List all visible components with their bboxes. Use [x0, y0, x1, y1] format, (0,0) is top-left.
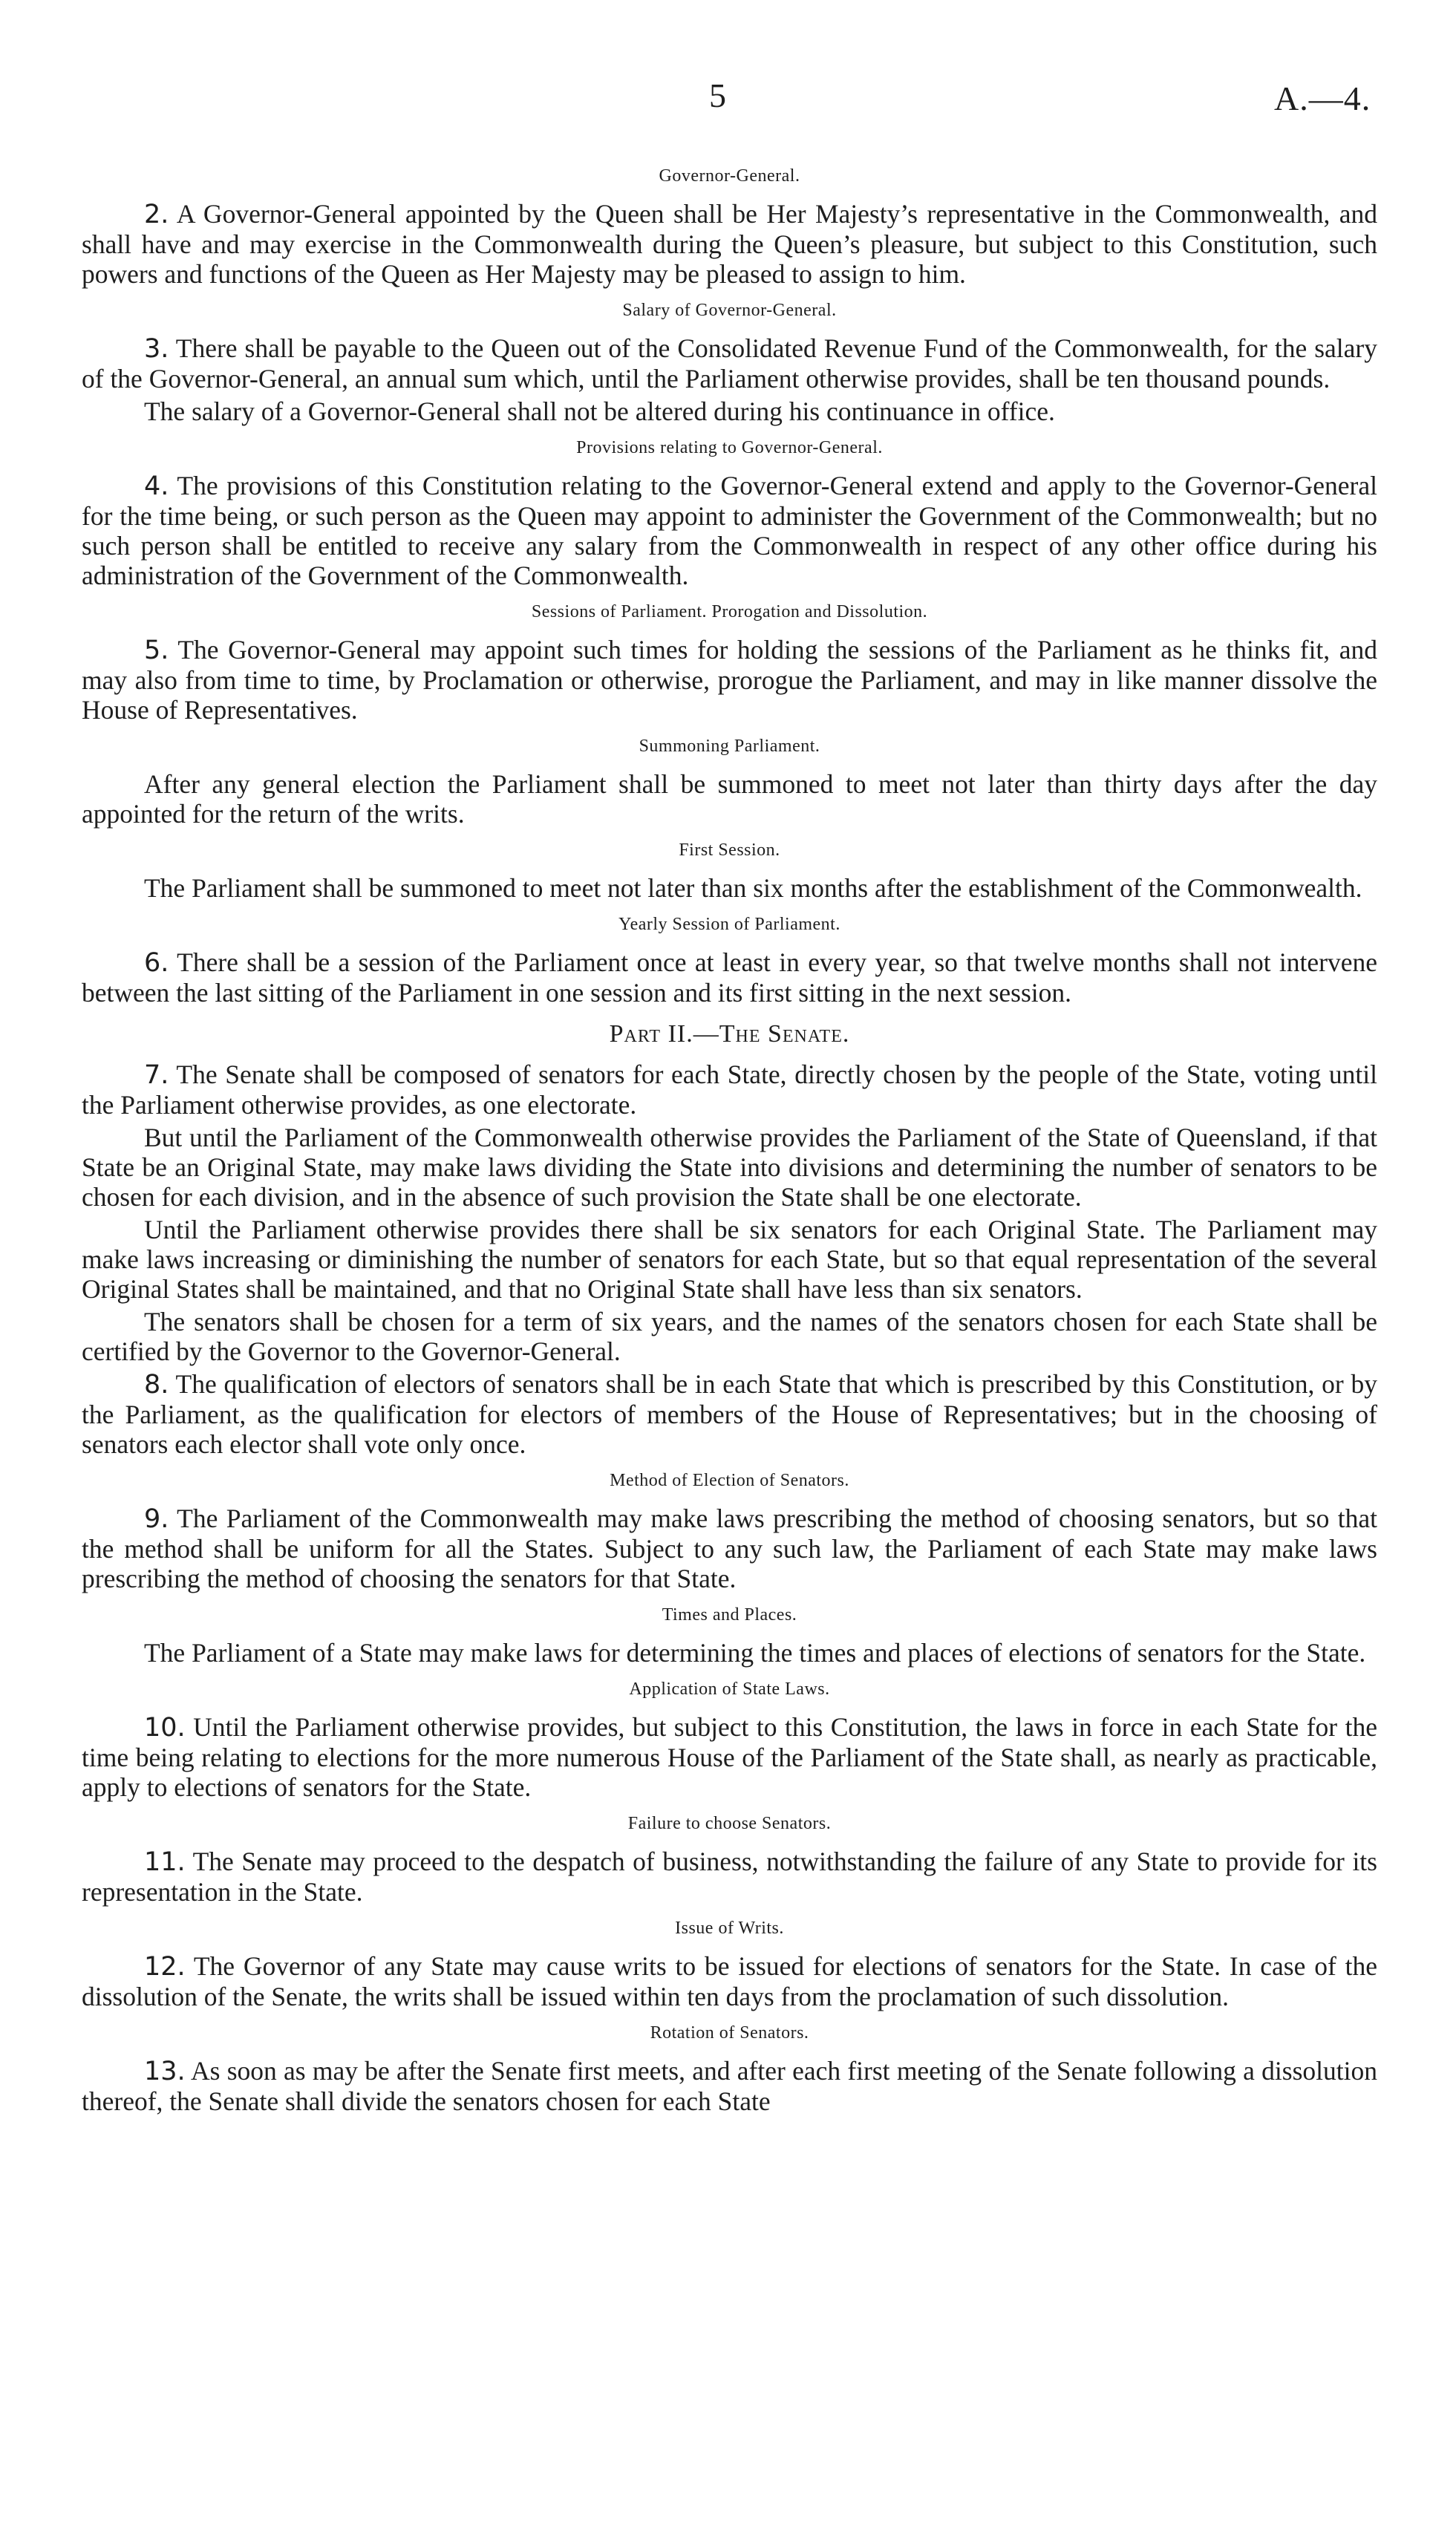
- section-heading: Summoning Parliament.: [639, 737, 820, 756]
- paragraph-text: The provisions of this Constitution relating to the Governor-General extend and apply to the Governor-General for the time being, or such person as the Queen may appoint to administer the Government of the Commonwealth; but no such person shall be entitled to receive any salary from the Commonwealth in respect of any other office during his administration of the Government of the Commonwealth.: [82, 471, 1377, 590]
- paragraph-text: The salary of a Governor-General shall not be altered during his continuance in office.: [144, 396, 1055, 426]
- section-heading: Governor-General.: [659, 166, 800, 186]
- section-number: 6.: [144, 948, 169, 978]
- section-paragraph: [82, 1060, 1377, 1120]
- section-number: 11.: [144, 1847, 186, 1877]
- paragraph-text: A Governor-General appointed by the Queen shall be Her Majesty’s representative in the Commonwealth, and shall have and may exercise in the Commonwealth during the Queen’s pleasure, but subject to this Constitution, such powers and functions of the Queen as Her Majesty may be pleased to assign to him.: [82, 199, 1377, 289]
- paragraph-text: The qualification of electors of senators shall be in each State that which is prescribed by this Constitution, or by the Parliament, as the qualification for electors of members of the House of Representatives; but in the choosing of senators each elector shall vote only once.: [82, 1369, 1377, 1459]
- section-number: 9.: [144, 1504, 169, 1534]
- section-number: 4.: [144, 471, 169, 501]
- paragraph-text: As soon as may be after the Senate first meets, and after each first meeting of the Senate following a dissolution thereof, the Senate shall divide the senators chosen for each State: [82, 2056, 1377, 2116]
- paragraph-text: The Parliament of the Commonwealth may make laws prescribing the method of choosing senators, but so that the method shall be uniform for all the States. Subject to any such law, the Parliament of each State may make laws prescribing the method of choosing the senators for that State.: [82, 1504, 1377, 1593]
- section-heading: First Session.: [679, 840, 780, 860]
- section-paragraph: [82, 873, 1377, 903]
- paragraph-text: The Senate shall be composed of senators for each State, directly chosen by the people of the State, voting until the Parliament otherwise provides, as one electorate.: [82, 1060, 1377, 1120]
- section-paragraph: [82, 1504, 1377, 1593]
- section-heading: Application of State Laws.: [629, 1679, 830, 1699]
- paragraph-text: Until the Parliament otherwise provides there shall be six senators for each Original State. The Parliament may make laws increasing or diminishing the number of senators for each State, but so that equal representation of the several Original States shall be maintained, and that no Original State shall have less than six senators.: [82, 1215, 1377, 1304]
- section-number: 12.: [144, 1952, 186, 1982]
- paragraph-text: There shall be a session of the Parliament once at least in every year, so that twelve months shall not intervene between the last sitting of the Parliament in one session and its first sitting in the next session.: [82, 947, 1377, 1008]
- paragraph-text: The Parliament of a State may make laws for determining the times and places of elections of senators for the State.: [144, 1638, 1366, 1668]
- section-heading: Issue of Writs.: [675, 1919, 784, 1938]
- section-paragraph: [82, 2056, 1377, 2116]
- section-heading: Provisions relating to Governor-General.: [576, 438, 883, 457]
- section-paragraph: [82, 396, 1377, 426]
- section-heading: Salary of Governor-General.: [622, 301, 837, 320]
- section-paragraph: [82, 1307, 1377, 1366]
- section-paragraph: [82, 1123, 1377, 1212]
- section-paragraph: [82, 1847, 1377, 1907]
- section-number: 2.: [144, 200, 169, 229]
- paragraph-text: The Senate may proceed to the despatch of business, notwithstanding the failure of any State to provide for its representation in the State.: [82, 1847, 1377, 1907]
- section-paragraph: [82, 1951, 1377, 2011]
- section-paragraph: [82, 635, 1377, 725]
- section-heading: Times and Places.: [662, 1605, 797, 1625]
- document-reference: A.—4.: [1274, 79, 1371, 117]
- paragraph-text: The Governor-General may appoint such times for holding the sessions of the Parliament as he thinks fit, and may also from time to time, by Proclamation or otherwise, prorogue the Parliament, and may in like manner dissolve the House of Representatives.: [82, 635, 1377, 725]
- section-paragraph: [82, 1215, 1377, 1304]
- paragraph-text: The Governor of any State may cause writs to be issued for elections of senators for the State. In case of the dissolution of the Senate, the writs shall be issued within ten days from the proclamation of such dissolution.: [82, 1951, 1377, 2011]
- document-body: [82, 154, 1377, 2119]
- section-number: 3.: [144, 334, 169, 364]
- section-heading: Rotation of Senators.: [650, 2023, 809, 2043]
- section-number: 13.: [144, 2057, 186, 2086]
- paragraph-text: But until the Parliament of the Commonwealth otherwise provides the Parliament of the State of Queensland, if that State be an Original State, may make laws dividing the State into divisions and determining the number of senators to be chosen for each division, and in the absence of such provision the State shall be one electorate.: [82, 1123, 1377, 1212]
- section-paragraph: [82, 199, 1377, 289]
- section-paragraph: [82, 1712, 1377, 1802]
- paragraph-text: The senators shall be chosen for a term of six years, and the names of the senators chosen for each State shall be certified by the Governor to the Governor-General.: [82, 1307, 1377, 1366]
- section-paragraph: [82, 769, 1377, 829]
- paragraph-text: Until the Parliament otherwise provides, but subject to this Constitution, the laws in force in each State for the time being relating to elections for the more numerous House of the Parliament of the State shall, as nearly as practicable, apply to elections of senators for the State.: [82, 1712, 1377, 1802]
- section-heading: Method of Election of Senators.: [610, 1471, 849, 1490]
- section-heading: Yearly Session of Parliament.: [618, 915, 840, 934]
- section-heading: Sessions of Parliament. Prorogation and Dissolution.: [531, 602, 928, 621]
- section-paragraph: [82, 1638, 1377, 1668]
- section-number: 5.: [144, 636, 169, 665]
- part-title: Part II.—The Senate.: [609, 1020, 850, 1048]
- section-paragraph: [82, 1369, 1377, 1459]
- section-number: 8.: [144, 1370, 169, 1400]
- page-number: 5: [709, 76, 726, 114]
- paragraph-text: After any general election the Parliament shall be summoned to meet not later than thirty days after the day appointed for the return of the writs.: [82, 769, 1377, 829]
- section-paragraph: [82, 471, 1377, 590]
- section-paragraph: [82, 947, 1377, 1008]
- section-heading: Failure to choose Senators.: [627, 1814, 832, 1833]
- paragraph-text: There shall be payable to the Queen out of the Consolidated Revenue Fund of the Commonwealth, for the salary of the Governor-General, an annual sum which, until the Parliament otherwise provides, shall be ten thousand pounds.: [82, 333, 1377, 394]
- section-number: 7.: [144, 1060, 169, 1090]
- section-number: 10.: [144, 1713, 186, 1743]
- section-paragraph: [82, 333, 1377, 394]
- paragraph-text: The Parliament shall be summoned to meet not later than six months after the establishment of the Commonwealth.: [144, 873, 1362, 903]
